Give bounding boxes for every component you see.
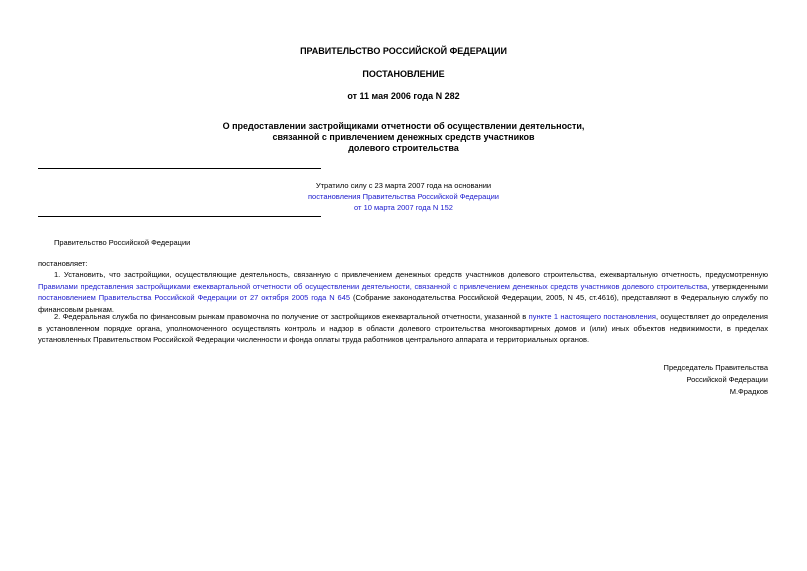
preamble: Правительство Российской Федерации	[54, 238, 191, 247]
signature-org: Российской Федерации	[686, 375, 768, 384]
document-type: ПОСТАНОВЛЕНИЕ	[362, 69, 445, 79]
issuer-heading: ПРАВИТЕЛЬСТВО РОССИЙСКОЙ ФЕДЕРАЦИИ	[300, 46, 507, 56]
paragraph-2-text-b: , осуществляет до определения в установленном порядке органа, уполномоченного осуществлять контроль и надзор в области долевого строительства многоквартирных домов и (или) иных объектов недвижимости, в пределах установленных Правительством Российской Федерации численности и фонда оплаты труда работников центрального аппарата и территориальных органов.	[38, 312, 768, 344]
repeal-link-line-1[interactable]: постановления Правительства Российской Федерации	[307, 192, 499, 201]
repeal-link-line-2[interactable]: от 10 марта 2007 года N 152	[354, 203, 453, 212]
paragraph-1-text-a: 1. Установить, что застройщики, осуществляющие деятельность, связанную с привлечением денежных средств участников долевого строительства, ежеквартальную отчетность, предусмотренную	[54, 270, 768, 279]
document-title	[0, 121, 807, 154]
paragraph-2-text-a: 2. Федеральная служба по финансовым рынкам правомочна по получение от застройщиков ежеквартальной отчетности, указанной в	[54, 312, 529, 321]
title-line-3: долевого строительства	[348, 143, 459, 153]
clause-1-link[interactable]: пункте 1 настоящего постановления	[528, 312, 656, 321]
signature-title: Председатель Правительства	[663, 363, 768, 372]
status-text: Утратило силу с 23 марта 2007 года на основании	[315, 181, 492, 190]
rules-link[interactable]: Правилами представления застройщиками ежеквартальной отчетности об осуществлении деятельности, связанной с привлечением денежных средств участников долевого строительства	[38, 281, 708, 291]
resolution-645-link[interactable]: постановлением Правительства Российской Федерации от 27 октября 2005 года N 645	[38, 293, 351, 302]
divider-top	[38, 168, 321, 169]
status-note	[0, 180, 807, 213]
signature-name: М.Фрадков	[729, 387, 768, 396]
decree-word: постановляет:	[38, 259, 88, 268]
document-date-number: от 11 мая 2006 года N 282	[347, 91, 460, 101]
paragraph-1-text-c: (Собрание законодательства Российской Федерации, 2005, N 45, ст.4616), представляют в Федеральную службу по финансовым рынкам.	[38, 293, 769, 314]
paragraph-1-text-b: , утвержденными	[707, 281, 768, 291]
title-line-2: связанной с привлечением денежных средств участников	[272, 132, 535, 142]
divider-bottom	[38, 216, 321, 217]
signature-block	[664, 362, 768, 398]
paragraph-1	[38, 269, 768, 315]
paragraph-2	[38, 311, 768, 346]
title-line-1: О предоставлении застройщиками отчетности об осуществлении деятельности,	[222, 121, 585, 131]
